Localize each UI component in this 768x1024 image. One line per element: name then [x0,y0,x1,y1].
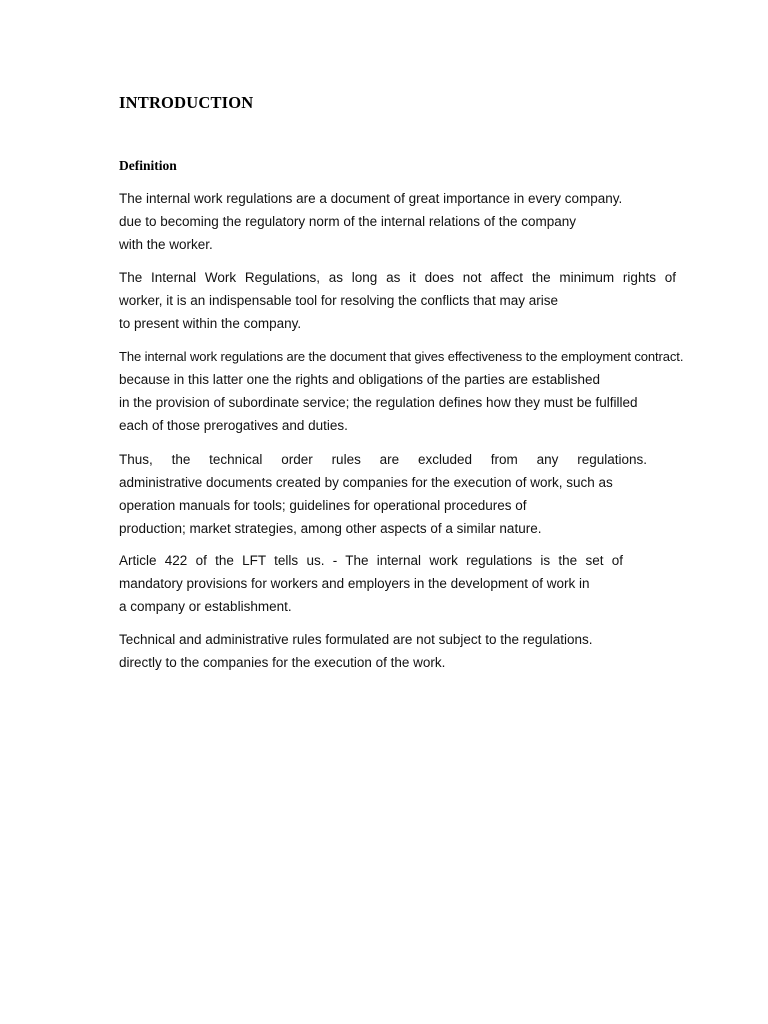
page-title: INTRODUCTION [119,93,254,112]
paragraph-line: due to becoming the regulatory norm of the internal relations of the company [119,214,577,229]
paragraph-line: directly to the companies for the execution of the work. [119,655,446,670]
paragraph-line: administrative documents created by companies for the execution of work, such as [119,475,613,490]
paragraph-line: operation manuals for tools; guidelines for operational procedures of [119,498,527,513]
paragraph-line: each of those prerogatives and duties. [119,418,348,433]
paragraph-line: because in this latter one the rights and obligations of the parties are established [119,372,601,387]
paragraph-line: to present within the company. [119,316,302,331]
paragraph-line: Thus, the technical order rules are excluded from any regulations. [119,452,647,467]
paragraph-4 [119,448,647,540]
paragraph-line: worker, it is an indispensable tool for resolving the conflicts that may arise [119,293,558,308]
paragraph-line: a company or establishment. [119,599,292,614]
paragraph-line: Technical and administrative rules formulated are not subject to the regulations. [119,632,593,647]
paragraph-6 [119,628,593,674]
paragraph-2 [119,266,676,335]
paragraph-line: production; market strategies, among other aspects of a similar nature. [119,521,542,536]
section-heading: Definition [119,158,177,173]
paragraph-3 [119,345,683,437]
paragraph-line: mandatory provisions for workers and employers in the development of work in [119,576,590,591]
paragraph-line: The Internal Work Regulations, as long as it does not affect the minimum rights of [119,270,676,285]
paragraph-line: with the worker. [119,237,213,252]
paragraph-5 [119,549,623,618]
paragraph-line: Article 422 of the LFT tells us. - The internal work regulations is the set of [119,553,623,568]
paragraph-1 [119,187,622,256]
paragraph-line: The internal work regulations are a document of great importance in every company. [119,191,623,206]
paragraph-line: in the provision of subordinate service; the regulation defines how they must be fulfilled [119,395,638,410]
paragraph-line: The internal work regulations are the document that gives effectiveness to the employment contract. [119,349,684,364]
